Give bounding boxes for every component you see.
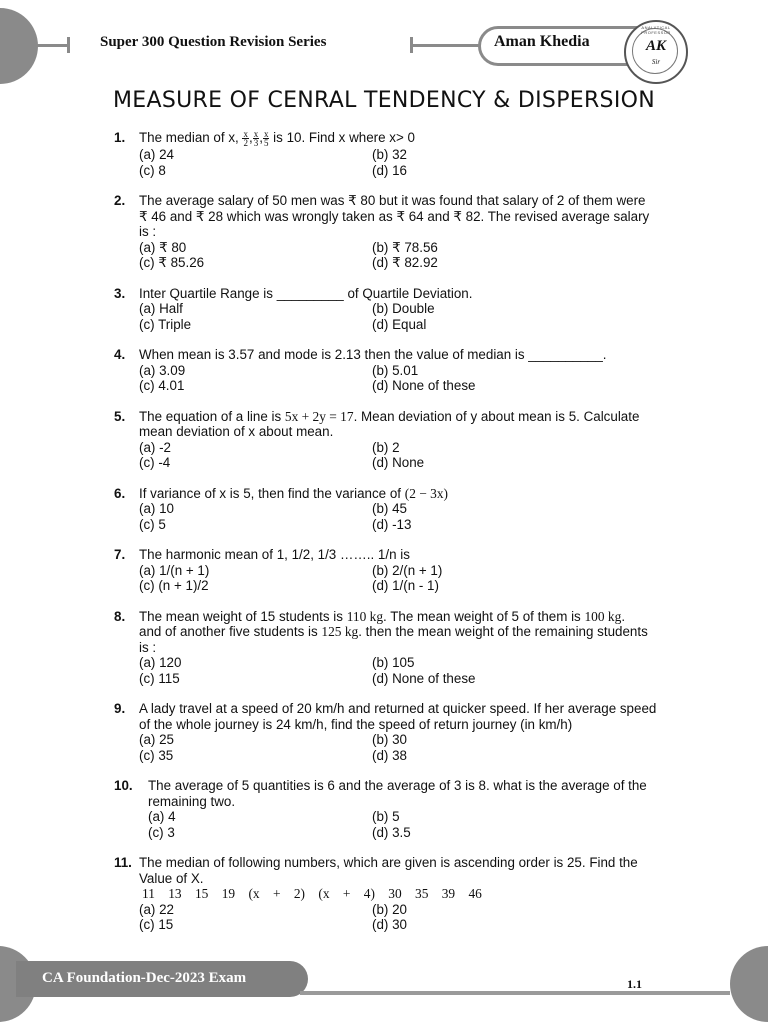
options [139, 440, 714, 471]
option-b: (b) 45 [372, 501, 407, 516]
question-number: 10. [114, 778, 133, 793]
question-text-line [139, 486, 714, 502]
option-a: (a) ₹ 80 [139, 239, 187, 255]
question-9 [114, 701, 714, 763]
question-11 [114, 855, 714, 933]
option-d: (d) 3.5 [372, 824, 411, 840]
question-list [114, 130, 714, 948]
option-a: (a) 10 [139, 501, 174, 516]
question-number: 9. [114, 701, 126, 716]
question-text-line: is : [139, 639, 157, 655]
question-text-line: The median of following numbers, which are given is ascending order is 25. Find the [139, 855, 638, 870]
seal-ring-text: ANALYTICAL PROFESSOR [641, 25, 671, 35]
question-text-line: ₹ 46 and ₹ 28 which was wrongly taken as ₹ 64 and ₹ 82. The revised average salary [139, 208, 650, 224]
options [139, 732, 714, 763]
options [139, 655, 714, 686]
option-c: (c) 35 [139, 747, 174, 763]
header-rule-left [30, 44, 70, 47]
series-title: Super 300 Question Revision Series [100, 34, 327, 50]
denominator: 5 [263, 138, 269, 148]
question-1 [114, 130, 714, 178]
options [139, 563, 714, 594]
math-expression: 100 kg [584, 608, 622, 624]
option-b: (b) Double [372, 301, 435, 316]
question-number: 4. [114, 347, 126, 362]
denominator: 3 [253, 138, 259, 148]
option-d: (d) ₹ 82.92 [372, 255, 438, 270]
author-name: Aman Khedia [494, 33, 590, 50]
option-c: (c) 8 [139, 162, 166, 178]
question-number: 7. [114, 547, 126, 562]
fraction [253, 130, 260, 147]
option-d: (d) None [372, 455, 425, 470]
fraction [242, 130, 249, 147]
question-text-line: mean deviation of x about mean. [139, 424, 334, 439]
question-text-line: of the whole journey is 24 km/h, find the speed of return journey (in km/h) [139, 716, 573, 732]
options [139, 147, 714, 178]
header-tick-left [67, 37, 70, 53]
footer-rule [300, 991, 730, 995]
option-b: (b) 5.01 [372, 362, 419, 378]
option-a: (a) 4 [148, 809, 176, 824]
question-text-part: . The mean weight of 5 of them is [383, 608, 585, 624]
numerator: x [263, 129, 269, 139]
question-text-part: The median of x, [139, 130, 239, 146]
option-d: (d) 38 [372, 747, 407, 763]
option-b: (b) 2/(n + 1) [372, 562, 443, 578]
option-b: (b) 20 [372, 901, 407, 917]
options [139, 501, 714, 532]
option-c: (c) (n + 1)/2 [139, 578, 209, 593]
question-number: 11. [114, 855, 132, 870]
option-a: (a) 120 [139, 655, 182, 670]
option-c: (c) -4 [139, 455, 171, 470]
option-b: (b) 2 [372, 439, 400, 455]
question-text: The median of x, $\frac{x}{2}$ , $\frac{x}{3}$ , $\frac{x}{5}$ is 10. Find x where x> 0 [139, 129, 415, 148]
question-text-part: . then the mean weight of the remaining students [358, 624, 648, 639]
question-number: 1. [114, 130, 126, 145]
page-number: 1.1 [627, 977, 642, 991]
option-c: (c) 115 [139, 670, 180, 686]
question-text-part: The mean weight of 15 students is [139, 608, 347, 624]
math-expression: 110 kg [346, 608, 384, 624]
option-d: (d) 30 [372, 917, 407, 932]
question-number: 5. [114, 408, 126, 424]
option-a: (a) -2 [139, 439, 171, 455]
question-text-line: Inter Quartile Range is _________ of Quartile Deviation. [139, 285, 473, 301]
option-d: (d) 1/(n - 1) [372, 578, 439, 593]
question-text-line [139, 609, 714, 625]
footer-exam-label: CA Foundation-Dec-2023 Exam [42, 970, 247, 986]
page-title: MEASURE OF CENRAL TENDENCY & DISPERSION [113, 88, 655, 113]
question-text-line: When mean is 3.57 and mode is 2.13 then the value of median is __________. [139, 347, 607, 362]
option-b: (b) 105 [372, 655, 415, 670]
option-d: (d) 16 [372, 162, 407, 178]
option-c: (c) 4.01 [139, 378, 185, 393]
option-a: (a) 25 [139, 732, 174, 747]
question-text-part: and of another five students is [139, 624, 322, 639]
question-text-line: The average salary of 50 men was ₹ 80 but it was found that salary of 2 of them were [139, 193, 646, 208]
question-3 [114, 286, 714, 333]
question-text-part: If variance of x is 5, then find the variance of [139, 485, 405, 501]
option-c: (c) Triple [139, 316, 192, 332]
option-b: (b) 30 [372, 732, 407, 747]
options [139, 301, 714, 332]
options [148, 809, 714, 840]
question-number: 3. [114, 285, 126, 301]
question-8 [114, 609, 714, 687]
math-expression: (2 − 3x) [404, 485, 448, 501]
option-b: (b) ₹ 78.56 [372, 239, 438, 255]
option-a: (a) 22 [139, 901, 174, 917]
author-logo-seal [624, 20, 688, 84]
options [139, 902, 714, 933]
options [139, 240, 714, 271]
question-text-part: The equation of a line is [139, 408, 285, 424]
question-text-line: Value of X. [139, 870, 204, 886]
option-c: (c) 3 [148, 824, 175, 840]
question-number: 8. [114, 608, 126, 624]
option-d: (d) None of these [372, 670, 476, 686]
corner-decoration-bottom-right [730, 946, 768, 1022]
number-sequence: 11 13 15 19 (x + 2) (x + 4) 30 35 39 46 [142, 886, 482, 901]
question-text-part: . [621, 608, 626, 624]
option-d: (d) -13 [372, 516, 412, 532]
seal-monogram: AK [645, 38, 666, 54]
question-7 [114, 547, 714, 594]
question-4 [114, 347, 714, 394]
option-a: (a) 3.09 [139, 362, 186, 378]
options [139, 363, 714, 394]
option-b: (b) 32 [372, 147, 407, 162]
option-a: (a) 24 [139, 147, 174, 162]
numerator: x [243, 129, 248, 139]
question-text-line [139, 409, 714, 425]
header-rule-right [412, 44, 482, 47]
question-5 [114, 409, 714, 471]
question-text-line: The average of 5 quantities is 6 and the average of 3 is 8. what is the average of the [148, 778, 647, 793]
question-text-line: remaining two. [148, 793, 236, 809]
question-text-part: is 10. Find x where x> 0 [269, 130, 415, 146]
question-text-line: The harmonic mean of 1, 1/2, 1/3 …….. 1/n is [139, 547, 410, 562]
question-text-line: A lady travel at a speed of 20 km/h and returned at quicker speed. If her average speed [139, 701, 657, 716]
question-text-part: . Mean deviation of y about mean is 5. Calculate [353, 408, 640, 424]
math-expression: 125 kg [321, 624, 359, 639]
option-a: (a) 1/(n + 1) [139, 562, 210, 578]
option-c: (c) 5 [139, 516, 166, 532]
option-a: (a) Half [139, 301, 183, 316]
option-b: (b) 5 [372, 809, 400, 824]
question-number: 6. [114, 485, 126, 501]
question-6 [114, 486, 714, 533]
header-tick-right [410, 37, 413, 53]
question-10 [114, 778, 714, 840]
question-2 [114, 193, 714, 271]
math-expression: 5x + 2y = 17 [284, 408, 354, 424]
option-d: (d) None of these [372, 378, 476, 393]
option-c: (c) 15 [139, 917, 174, 932]
denominator: 2 [243, 138, 248, 148]
question-text-line [139, 624, 714, 640]
numerator: x [253, 129, 259, 139]
seal-signature: Sir [651, 58, 661, 66]
question-number: 2. [114, 193, 126, 208]
option-d: (d) Equal [372, 316, 427, 332]
option-c: (c) ₹ 85.26 [139, 255, 205, 270]
question-text-line: is : [139, 224, 157, 239]
